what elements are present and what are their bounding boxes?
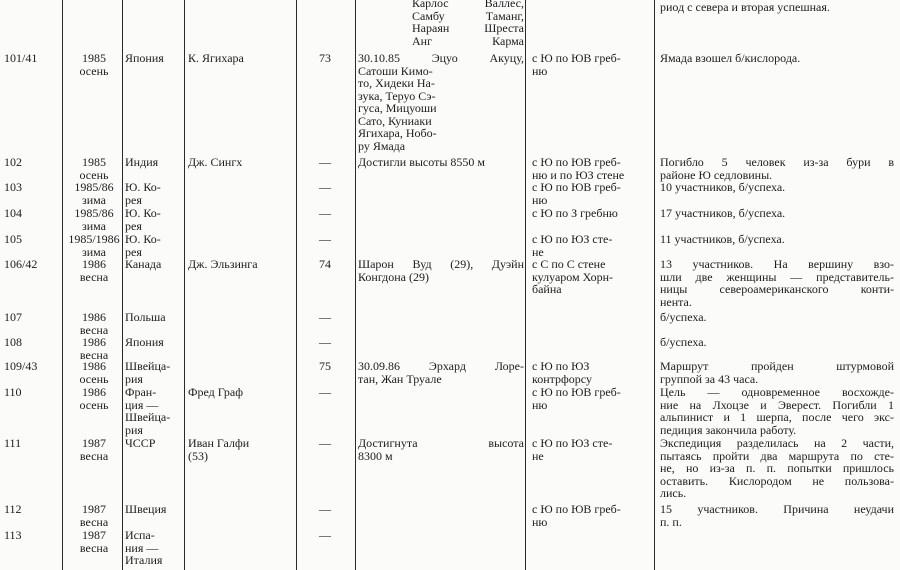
row-country-line: рея	[125, 218, 142, 233]
row-country	[125, 529, 183, 567]
row-country	[125, 336, 183, 349]
row-rank: —	[319, 436, 331, 450]
row-route	[532, 503, 652, 528]
row-year	[64, 336, 124, 361]
row-notes-line: шли две женщины — представитель-	[660, 269, 894, 284]
row-route-line: с Ю по ЮЗ сте-	[532, 436, 613, 450]
row-summiters-line: Сато, Куниаки	[358, 113, 432, 128]
row-summiters-line: Достигли высоты 8550 м	[358, 155, 485, 169]
row-notes	[660, 233, 894, 246]
row-number: 112	[4, 502, 22, 516]
row-number: 106/42	[4, 257, 38, 271]
row-year	[64, 207, 124, 232]
row-country-line: Ю. Ко-	[125, 180, 161, 194]
row-country-line: рия	[125, 371, 143, 386]
row-country	[125, 386, 183, 436]
row-country-line: Испа-	[125, 528, 155, 542]
row-notes-line: районе Ю седловины.	[660, 167, 773, 182]
row-year	[64, 233, 124, 258]
row-route	[532, 386, 652, 411]
row-notes-line: 17 участников, б/успеха.	[660, 206, 786, 220]
row-route-line: не	[532, 448, 544, 463]
row-route	[532, 207, 652, 220]
row-year-line: 1986	[82, 257, 106, 271]
row-country-line: Польша	[125, 310, 166, 324]
summit-line: Анг Карма	[412, 33, 524, 48]
row-number: 110	[4, 385, 22, 399]
row-rank: —	[319, 310, 331, 324]
row-country	[125, 437, 183, 450]
row-rank: —	[319, 385, 331, 399]
row-route-line: не	[532, 244, 544, 259]
row-year-line: 1985	[82, 51, 106, 65]
row-leader	[188, 156, 292, 169]
row-country-line: ния —	[125, 540, 159, 555]
row-leader-line: Дж. Эльзинга	[188, 257, 258, 271]
row-year-line: весна	[79, 540, 109, 555]
row-year-line: 1985/1986	[68, 232, 120, 246]
row-notes-line: Экспедиция разделилась на 2 части,	[660, 436, 894, 450]
row-notes-line: Ямада взошел б/кислорода.	[660, 51, 801, 65]
row-country-line: Фран-	[125, 385, 157, 399]
row-notes-line: альпинист и 1 шерпа, после чего экс-	[660, 410, 894, 424]
row-country	[125, 233, 183, 258]
row-notes-line: п. п.	[660, 514, 682, 529]
row-notes-line: не, но из-за п. п. попытки пришлось	[660, 461, 894, 475]
row-summiters-line: Шарон Вуд (29), Дуэйн	[358, 257, 524, 271]
row-year-line: весна	[79, 269, 109, 284]
row-notes	[660, 311, 894, 324]
row-notes-line: Погибло 5 человек из-за бури в	[660, 155, 894, 169]
row-route-line: ню и по ЮЗ стене	[532, 167, 625, 182]
row-year-line: 1986	[82, 359, 106, 373]
column-divider	[62, 0, 63, 570]
row-year-line: 1986	[82, 335, 106, 349]
row-notes	[660, 336, 894, 349]
row-summiters-line: ру Ямада	[358, 138, 406, 153]
row-country	[125, 181, 183, 206]
row-country-line: ция —	[125, 397, 159, 412]
summit-line: Карлос Валлес,	[412, 0, 524, 10]
row-route-line: с Ю по З гребню	[532, 206, 618, 220]
notes-continuation: риод с севера и вторая успешная.	[660, 0, 830, 14]
row-year	[64, 529, 124, 554]
row-country-line: Индия	[125, 155, 159, 169]
row-notes	[660, 181, 894, 194]
row-country-line: Япония	[125, 51, 164, 65]
row-summiters-line: 30.09.86 Эрхард Лоре-	[358, 359, 524, 373]
row-summiters-line: 8300 м	[358, 448, 393, 463]
row-leader	[188, 52, 292, 65]
row-country-line: рия	[125, 422, 143, 437]
row-route-line: с С по С стене	[532, 257, 606, 271]
row-summiters	[358, 156, 524, 169]
row-notes-line: группой за 43 часа.	[660, 371, 759, 386]
row-number: 105	[4, 232, 22, 246]
row-year-line: осень	[79, 63, 109, 78]
row-year-line: зима	[82, 218, 106, 233]
row-year-line: 1987	[82, 436, 106, 450]
row-rank: —	[319, 180, 331, 194]
row-route-line: с Ю по ЮЗ сте-	[532, 232, 613, 246]
row-country-line: ЧССР	[125, 436, 156, 450]
row-notes	[660, 258, 894, 308]
row-route	[532, 258, 652, 296]
row-route	[532, 360, 652, 385]
row-year-line: 1986	[82, 385, 106, 399]
row-notes-line: 10 участников, б/успеха.	[660, 180, 786, 194]
row-route-line: с Ю по ЮВ греб-	[532, 155, 621, 169]
row-rank: —	[319, 155, 331, 169]
row-leader	[188, 386, 292, 399]
row-route-line: с Ю по ЮЗ	[532, 359, 590, 373]
row-leader-line: К. Ягихара	[188, 51, 244, 65]
column-divider	[296, 0, 297, 570]
row-country-line: Япония	[125, 335, 164, 349]
row-route-line: контрфорсу	[532, 371, 592, 386]
column-divider	[122, 0, 123, 570]
row-summiters-line: тан, Жан Труале	[358, 371, 442, 386]
row-number: 107	[4, 310, 22, 324]
row-route	[532, 181, 652, 206]
row-route-line: с Ю по ЮВ греб-	[532, 51, 621, 65]
row-notes-line: педиция закончила работу.	[660, 422, 797, 437]
row-notes-line: нента.	[660, 294, 692, 309]
row-notes-line: пытаясь пройти два маршрута по сте-	[660, 448, 894, 463]
row-summiters-line: Сатоши Кимо-	[358, 63, 433, 78]
row-notes	[660, 437, 894, 500]
row-summiters	[358, 258, 524, 283]
row-year-line: осень	[79, 397, 109, 412]
row-route-line: ню	[532, 192, 548, 207]
row-year-line: весна	[79, 347, 109, 362]
row-notes	[660, 360, 894, 385]
row-notes	[660, 156, 894, 181]
column-divider	[355, 0, 356, 570]
row-notes-line: б/успеха.	[660, 335, 707, 349]
row-route-line: с Ю по ЮВ греб-	[532, 385, 621, 399]
row-summiters-line: 30.10.85 Эцуо Акуцу,	[358, 51, 524, 65]
row-country	[125, 52, 183, 65]
row-number: 102	[4, 155, 22, 169]
row-number: 111	[4, 436, 22, 450]
row-year-line: весна	[79, 448, 109, 463]
row-country-line: Швеция	[125, 502, 167, 516]
row-country-line: Ю. Ко-	[125, 232, 161, 246]
summit-line: Самбу Таманг,	[412, 8, 524, 23]
row-notes-line: ние на Лхоцзе и Эверест. Погибли 1	[660, 397, 894, 412]
row-number: 104	[4, 206, 22, 220]
row-notes-line: Маршрут пройден штурмовой	[660, 359, 894, 373]
row-number: 101/41	[4, 51, 38, 65]
row-notes	[660, 207, 894, 220]
row-year-line: 1987	[82, 528, 106, 542]
row-route-line: ню	[532, 63, 548, 78]
row-country	[125, 311, 183, 324]
row-year	[64, 503, 124, 528]
row-summiters-line: Конгдона (29)	[358, 269, 429, 284]
row-notes	[660, 503, 894, 528]
row-country-line: рея	[125, 244, 142, 259]
row-notes-line: оставить. Кислородом не пользова-	[660, 473, 894, 488]
row-notes-line: ницы североамериканского конти-	[660, 282, 894, 296]
row-summiters-line: то, Хидеки На-	[358, 76, 435, 90]
row-year-line: осень	[79, 167, 109, 182]
row-year	[64, 437, 124, 462]
row-summiters-line: гуса, Мицуоши	[358, 101, 437, 115]
row-summiters	[358, 52, 524, 152]
row-rank: —	[319, 335, 331, 349]
row-rank: 74	[319, 257, 331, 271]
row-summiters	[358, 360, 524, 385]
summit-continuation	[412, 0, 524, 47]
row-country	[125, 360, 183, 385]
row-route	[532, 156, 652, 181]
row-country	[125, 258, 183, 271]
row-year	[64, 52, 124, 77]
row-year-line: 1986	[82, 310, 106, 324]
row-summiters	[358, 437, 524, 462]
row-rank: —	[319, 232, 331, 246]
row-number: 103	[4, 180, 22, 194]
row-country-line: Швейца-	[125, 359, 171, 373]
column-divider	[525, 0, 526, 570]
row-country-line: Италия	[125, 553, 163, 567]
row-country	[125, 503, 183, 516]
row-year-line: зима	[82, 192, 106, 207]
row-summiters-line: Достигнута высота	[358, 436, 524, 450]
row-notes	[660, 52, 894, 65]
row-route	[532, 52, 652, 77]
row-year-line: 1985/86	[74, 206, 114, 220]
row-leader-line: Дж. Сингх	[188, 155, 243, 169]
row-year	[64, 156, 124, 181]
row-route	[532, 233, 652, 258]
row-summiters-line: Ягихара, Нобо-	[358, 126, 437, 140]
row-year-line: 1985/86	[74, 180, 114, 194]
row-country-line: рея	[125, 192, 142, 207]
row-year	[64, 386, 124, 411]
row-route-line: байна	[532, 282, 562, 296]
row-year-line: 1987	[82, 502, 106, 516]
row-year	[64, 311, 124, 336]
row-summiters-line: зука, Теруо Сэ-	[358, 88, 436, 103]
row-route	[532, 437, 652, 462]
row-country	[125, 156, 183, 169]
row-notes-line: б/успеха.	[660, 310, 707, 324]
row-leader	[188, 437, 292, 462]
row-notes-line: 13 участников. На вершину взо-	[660, 257, 894, 271]
row-number: 109/43	[4, 359, 38, 373]
row-number: 108	[4, 335, 22, 349]
row-notes-line: 11 участников, б/успеха.	[660, 232, 785, 246]
column-divider	[184, 0, 185, 570]
row-year-line: весна	[79, 322, 109, 337]
row-country-line: Канада	[125, 257, 162, 271]
row-year	[64, 360, 124, 385]
row-number: 113	[4, 528, 22, 542]
row-year-line: 1985	[82, 155, 106, 169]
row-leader	[188, 258, 292, 271]
row-year	[64, 181, 124, 206]
row-route-line: с Ю по ЮВ греб-	[532, 502, 621, 516]
column-divider	[654, 0, 655, 570]
row-route-line: ню	[532, 397, 548, 412]
row-notes-line: 15 участников. Причина неудачи	[660, 502, 894, 516]
row-country-line: Ю. Ко-	[125, 206, 161, 220]
row-route-line: с Ю по ЮВ греб-	[532, 180, 621, 194]
summit-line: Нараян Шреста	[412, 21, 524, 35]
row-notes	[660, 386, 894, 436]
row-leader-line: (53)	[188, 448, 208, 463]
row-year-line: зима	[82, 244, 106, 259]
row-notes-line: Цель — одновременное восхожде-	[660, 385, 894, 399]
row-leader-line: Фред Граф	[188, 385, 244, 399]
row-rank: 73	[319, 51, 331, 65]
row-notes-line: лись.	[660, 486, 687, 500]
row-rank: —	[319, 502, 331, 516]
row-route-line: ню	[532, 514, 548, 529]
row-leader-line: Иван Галфи	[188, 436, 250, 450]
row-country	[125, 207, 183, 232]
row-route-line: кулуаром Хорн-	[532, 269, 613, 284]
row-year-line: весна	[79, 514, 109, 529]
row-rank: —	[319, 206, 331, 220]
row-rank: —	[319, 528, 331, 542]
row-year	[64, 258, 124, 283]
row-rank: 75	[319, 359, 331, 373]
row-year-line: осень	[79, 371, 109, 386]
row-country-line: Швейца-	[125, 410, 171, 424]
